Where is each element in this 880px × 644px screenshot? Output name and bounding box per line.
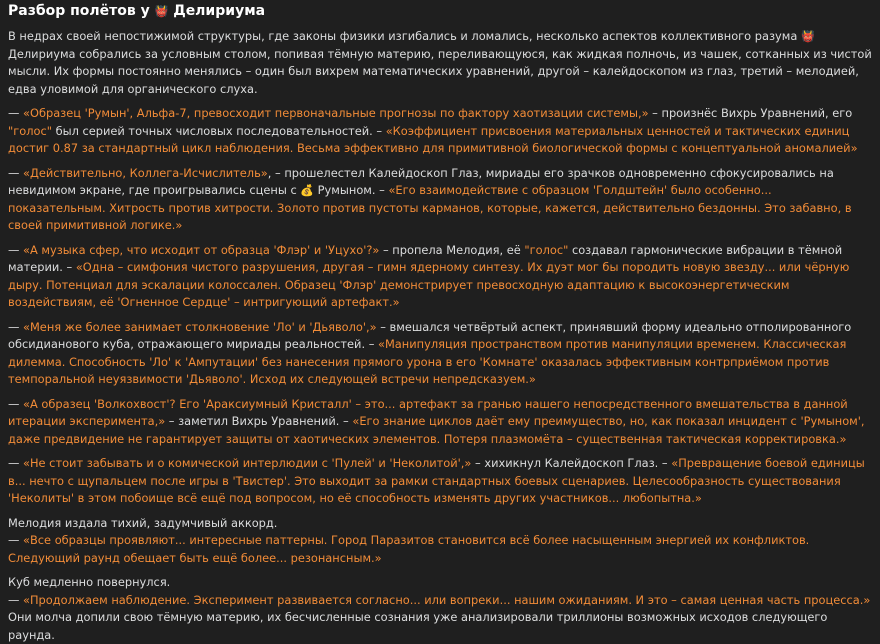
demon-icon: 👹 bbox=[800, 30, 815, 43]
dialogue-paragraph-8: Куб медленно повернулся. — «Продолжаем наблюдение. Эксперимент развивается согласно... или вопреки... нашим ожиданиям. И это – самая ценная часть процесса.» Они молча допили свою тёмную материю, их бесчисленные сознания уже анализировали триллионы возможных исходов следующего раунда. bbox=[8, 575, 871, 642]
dialogue-paragraph-5: — «А образец 'Волкохвост'? Его 'Араксиумный Кристалл' – это... артефакт за гранью нашего непосредственного вмешательства в данной итерации эксперимента,» – заметил Вихрь Уравнений. – «Его знание циклов даёт ему преимущество, но, как показал инцидент с 'Румыном', даже предвидение не гарантирует защиты от хаотических элементов. Потеря плазмомёта – существенная тактическая корректировка.» bbox=[8, 396, 865, 446]
intro-paragraph: В недрах своей непостижимой структуры, где законы физики изгибались и ломались, несколько аспектов коллективного разума 👹 Делириума собрались за условным столом, попивая тёмную материю, переливающуюся, как жидкая полночь, из чашек, сотканных из чистой мысли. Их формы постоянно менялись – один был вихрем математических уравнений, другой – калейдоскопом из глаз, третий – мелодией, едва уловимой для органического слуха. bbox=[8, 29, 872, 96]
dialogue-paragraph-4: — «Меня же более занимает столкновение 'Ло' и 'Дьяволо',» – вмешался четвёртый аспект, принявший форму идеально отполированного обсидианового куба, отражающего мириады реальностей. – «Манипуляция пространством против манипуляции временем. Классическая дилемма. Способность 'Ло' к 'Ампутации' без нанесения прямого урона в его 'Комнате' оказалась эффективным контрприёмом против темпоральной неуязвимости 'Дьяволо'. Исход их следующей встречи непредсказуем.» bbox=[8, 319, 852, 386]
dialogue-paragraph-7: Мелодия издала тихий, задумчивый аккорд. — «Все образцы проявляют... интересные паттерны. Город Паразитов становится всё более насыщенным энергией их конфликтов. Следующий раунд обещает быть ещё более... резонансным.» bbox=[8, 515, 810, 565]
dialogue-paragraph-3: — «А музыка сфер, что исходит от образца 'Флэр' и 'Уцухо'?» – пропела Мелодия, её "голос" создавал гармонические вибрации в тёмной материи. – «Одна – симфония чистого разрушения, другая – гимн ядерному синтезу. Их дуэт мог бы породить новую звезду... или чёрную дыру. Потенциал для эскалации колоссален. Образец 'Флэр' демонстрирует превосходную адаптацию к высокоэнергетическим воздействиям, её 'Огненное Сердце' – интригующий артефакт.» bbox=[8, 242, 850, 309]
title-text: Разбор полётов у bbox=[8, 3, 150, 19]
page-title bbox=[8, 0, 872, 28]
dialogue-paragraph-2: — «Действительно, Коллега-Исчислитель», – прошелестел Калейдоскоп Глаз, мириады его зрачков одновременно сфокусировались на невидимом экране, где проигрывались сцены с 💰 Румыном. – «Его взаимодействие с образцом 'Голдштейн' было особенно... показательным. Хитрость против хитрости. Золото против пустоты карманов, которые, кажется, действительно бездонны. Это забавно, в своей примитивной логике.» bbox=[8, 165, 852, 232]
demon-icon: 👹 bbox=[154, 5, 169, 18]
money-bag-icon: 💰 bbox=[300, 184, 315, 197]
title-name: Делириума bbox=[173, 3, 266, 19]
dialogue-paragraph-6: — «Не стоит забывать и о комической интерлюдии с 'Пулей' и 'Неколитой',» – хихикнул Калейдоскоп Глаз. – «Превращение боевой единицы в... нечто с щупальцем после игры в 'Твистер'. Это выходит за рамки стандартных боевых сценариев. Целесообразность существования 'Неколиты' в этом побоище всё ещё под вопросом, но её способность изменять других участников... любопытна.» bbox=[8, 456, 865, 505]
dialogue-paragraph-1: — «Образец 'Румын', Альфа-7, превосходит первоначальные прогнозы по фактору хаотизации системы,» – произнёс Вихрь Уравнений, его "голос" был серией точных числовых последовательностей. – «Коэффициент присвоения материальных ценностей и тактических единиц достиг 0.87 за стандартный цикл наблюдения. Весьма эффективно для примитивной биологической формы с концептуальной аномалией» bbox=[8, 106, 858, 155]
